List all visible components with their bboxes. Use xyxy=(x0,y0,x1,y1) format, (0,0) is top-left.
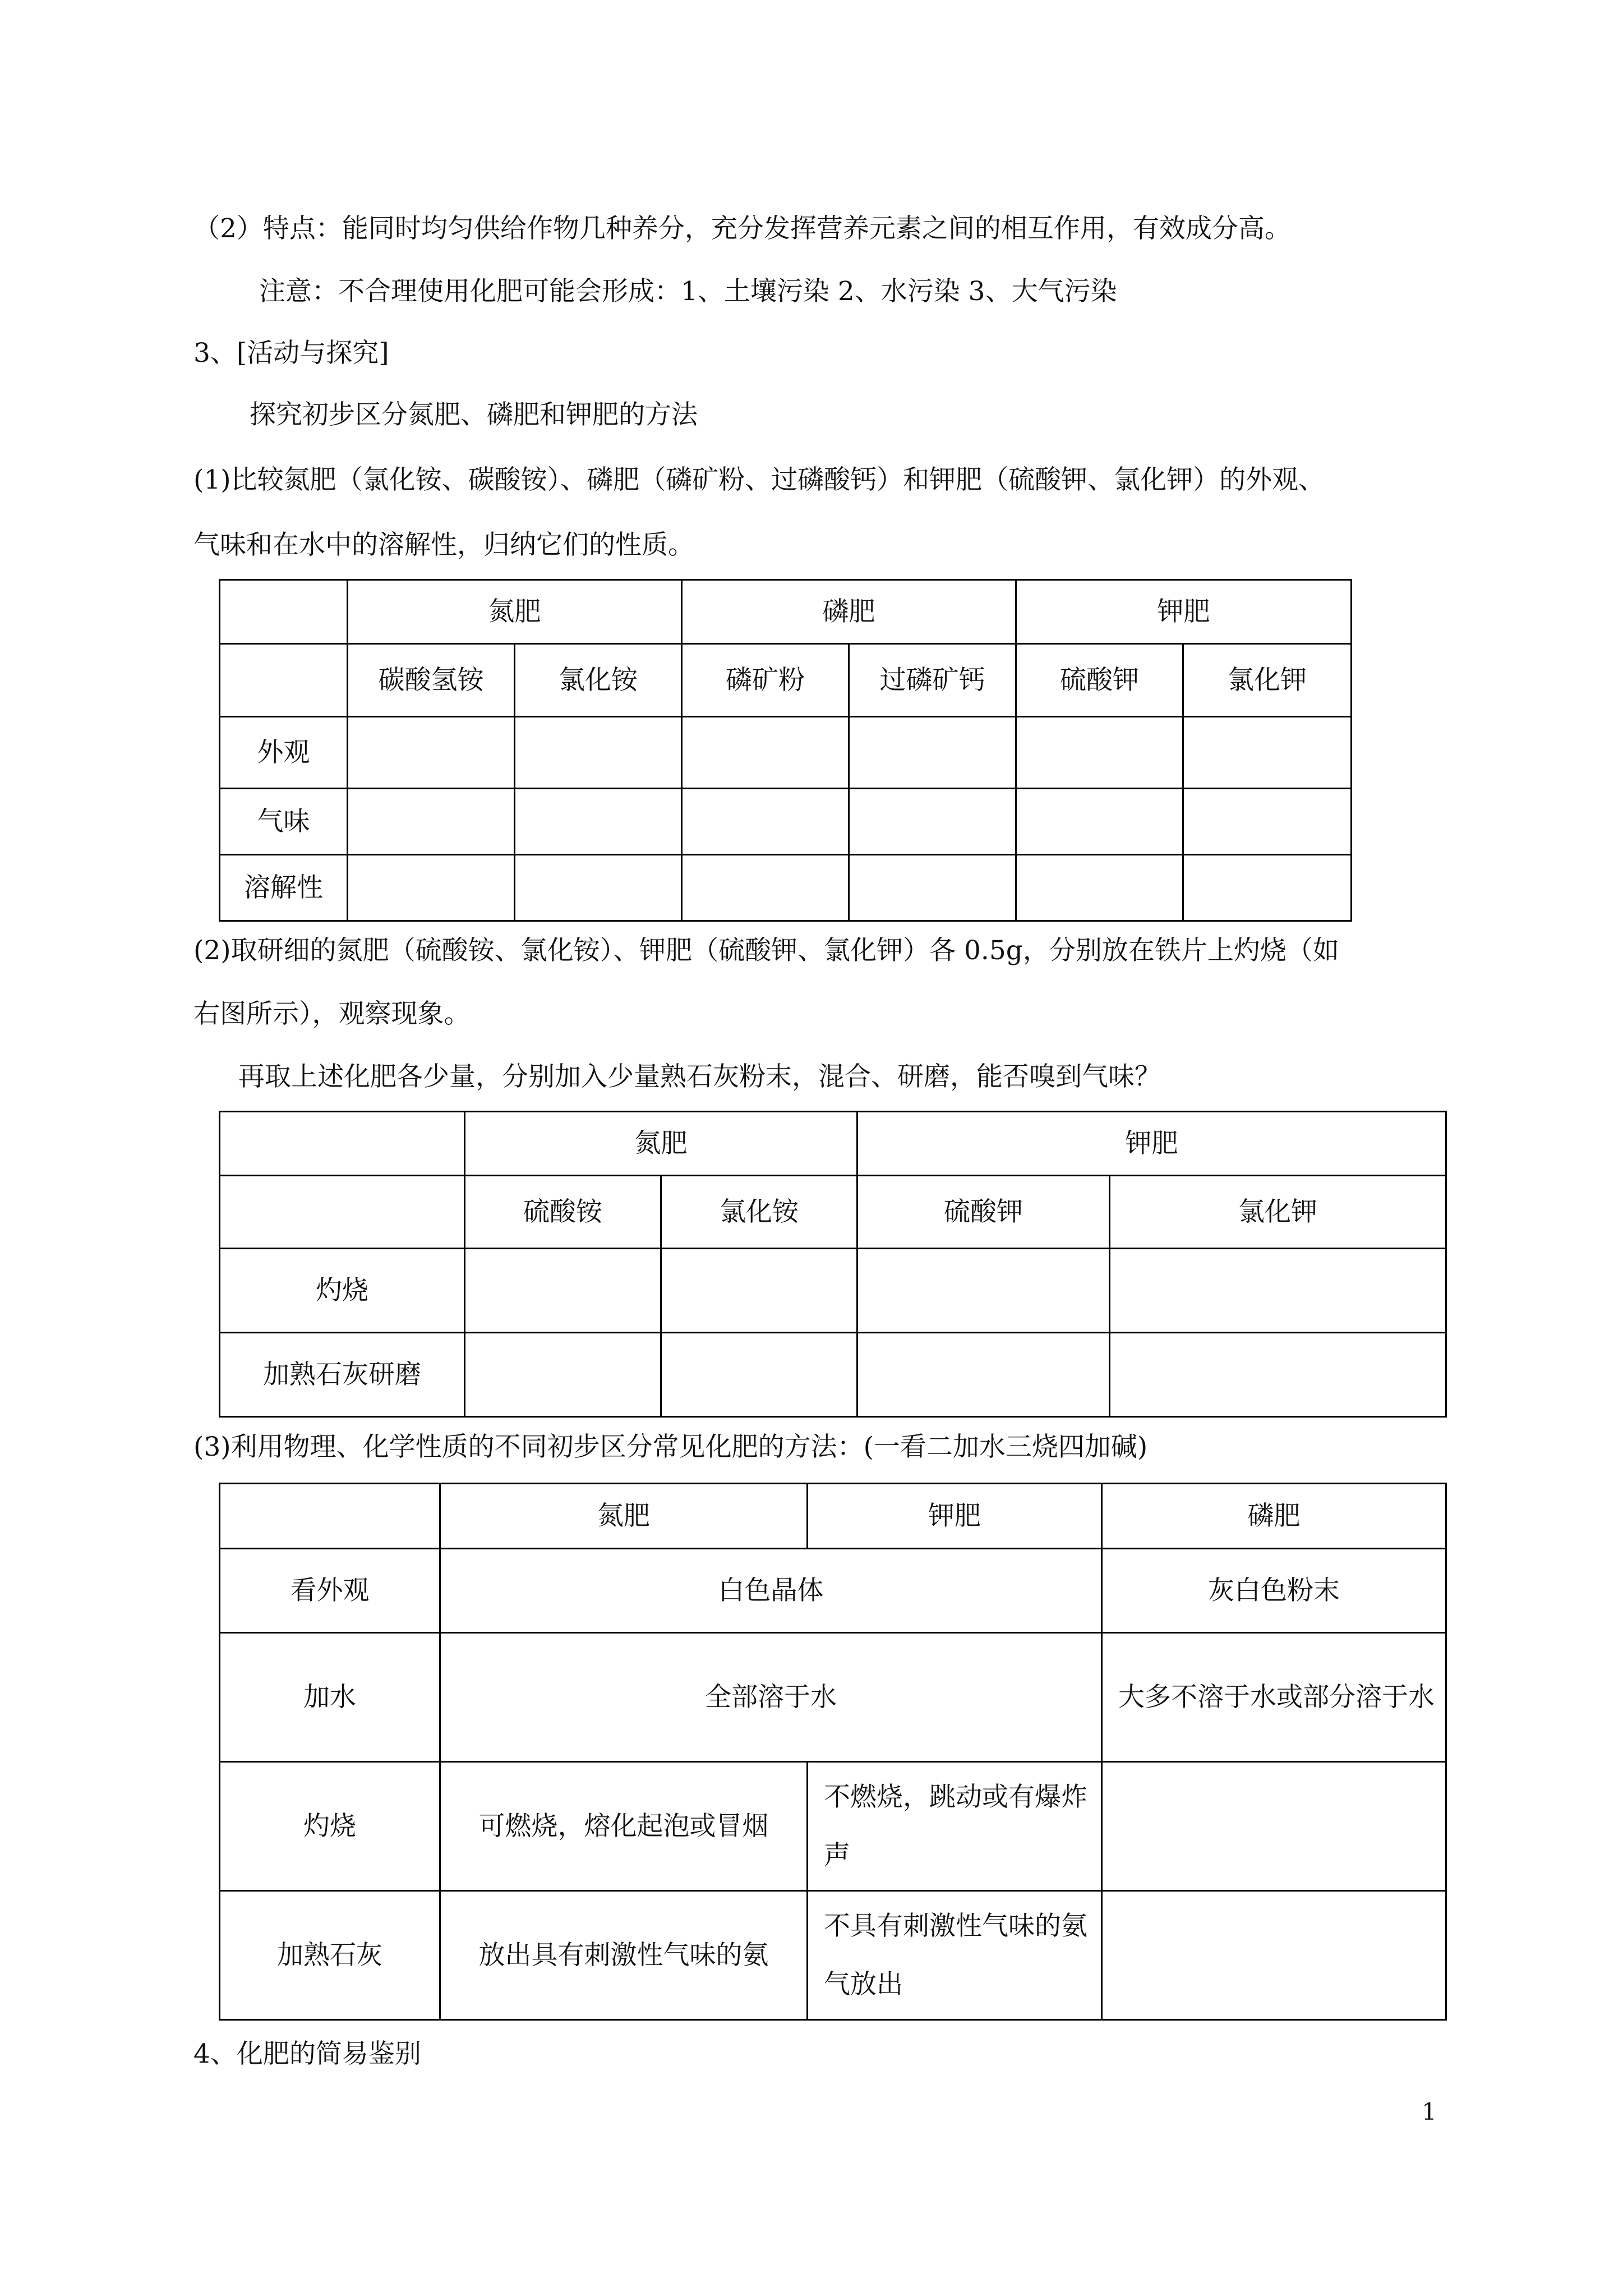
table1-cell xyxy=(348,855,515,921)
table1-cell xyxy=(682,789,849,855)
table2-group-nitrogen: 氮肥 xyxy=(465,1112,857,1176)
table3-water-p: 大多不溶于水或部分溶于水 xyxy=(1102,1633,1446,1762)
table1-item: 碳酸氢铵 xyxy=(348,644,515,717)
step-1-text-cont: 气味和在水中的溶解性，归纳它们的性质。 xyxy=(193,530,694,560)
table3-lime-k: 不具有刺激性气味的氨气放出 xyxy=(808,1891,1102,2020)
table3-row-label: 灼烧 xyxy=(220,1762,440,1891)
table2-cell xyxy=(465,1249,661,1333)
table1-cell xyxy=(1183,717,1352,789)
step-3-text: (3)利用物理、化学性质的不同初步区分常见化肥的方法：(一看二加水三烧四加碱) xyxy=(193,1432,1148,1462)
table2-cell xyxy=(661,1249,857,1333)
table3-header-phosphorus: 磷肥 xyxy=(1102,1484,1446,1549)
table2-row-label: 加熟石灰研磨 xyxy=(220,1333,465,1417)
table1-cell xyxy=(1016,855,1183,921)
section-4-heading: 4、化肥的简易鉴别 xyxy=(193,2039,421,2069)
table1-cell xyxy=(515,855,682,921)
table1-cell xyxy=(682,855,849,921)
table1-cell xyxy=(1183,789,1352,855)
table1-corner-cell xyxy=(220,580,348,644)
table2-item: 氯化钾 xyxy=(1110,1176,1446,1249)
table3-burn-n: 可燃烧，熔化起泡或冒烟 xyxy=(440,1762,808,1891)
table3-header-potassium: 钾肥 xyxy=(808,1484,1102,1549)
table1-row-label: 外观 xyxy=(220,717,348,789)
table1-row-label: 气味 xyxy=(220,789,348,855)
table2-cell xyxy=(1110,1249,1446,1333)
table3-row-label: 加熟石灰 xyxy=(220,1891,440,2020)
table1-row-label: 溶解性 xyxy=(220,855,348,921)
table1-item: 氯化钾 xyxy=(1183,644,1352,717)
table1-group-phosphorus: 磷肥 xyxy=(682,580,1016,644)
section-3-heading: 3、[活动与探究] xyxy=(193,338,389,369)
table1-cell xyxy=(849,855,1016,921)
identification-methods-table xyxy=(219,1483,1447,2021)
table3-burn-k: 不燃烧，跳动或有爆炸声 xyxy=(808,1762,1102,1891)
explore-title: 探究初步区分氮肥、磷肥和钾肥的方法 xyxy=(250,399,698,430)
table3-water-nk: 全部溶于水 xyxy=(440,1633,1102,1762)
table3-row-label: 看外观 xyxy=(220,1549,440,1633)
table3-lime-p xyxy=(1102,1891,1446,2020)
table1-cell xyxy=(1016,789,1183,855)
table1-cell xyxy=(849,717,1016,789)
table1-item: 氯化铵 xyxy=(515,644,682,717)
burning-test-table xyxy=(219,1111,1447,1418)
table2-item: 硫酸钾 xyxy=(857,1176,1110,1249)
table1-item: 过磷矿钙 xyxy=(849,644,1016,717)
note-text: 注意：不合理使用化肥可能会形成：1、土壤污染 2、水污染 3、大气污染 xyxy=(259,276,1117,307)
table2-row-label: 灼烧 xyxy=(220,1249,465,1333)
table1-cell xyxy=(348,717,515,789)
table1-item: 磷矿粉 xyxy=(682,644,849,717)
table3-lime-n: 放出具有刺激性气味的氨 xyxy=(440,1891,808,2020)
table1-cell xyxy=(682,717,849,789)
table2-item: 硫酸铵 xyxy=(465,1176,661,1249)
table3-header-nitrogen: 氮肥 xyxy=(440,1484,808,1549)
page-number: 1 xyxy=(1422,2098,1437,2125)
table1-cell xyxy=(849,789,1016,855)
step-2-text: (2)取研细的氮肥（硫酸铵、氯化铵）、钾肥（硫酸钾、氯化钾）各 0.5g，分别放在铁片上灼烧（如 xyxy=(193,935,1339,966)
table2-cell xyxy=(465,1333,661,1417)
table2-cell xyxy=(857,1249,1110,1333)
table3-row-label: 加水 xyxy=(220,1633,440,1762)
table2-item: 氯化铵 xyxy=(661,1176,857,1249)
table2-cell xyxy=(857,1333,1110,1417)
table1-blank-cell xyxy=(220,644,348,717)
table1-group-nitrogen: 氮肥 xyxy=(348,580,682,644)
table1-cell xyxy=(1016,717,1183,789)
table2-cell xyxy=(661,1333,857,1417)
table1-cell xyxy=(348,789,515,855)
step-1-text: (1)比较氮肥（氯化铵、碳酸铵）、磷肥（磷矿粉、过磷酸钙）和钾肥（硫酸钾、氯化钾）的外观、 xyxy=(193,464,1325,495)
step-2-followup-text: 再取上述化肥各少量，分别加入少量熟石灰粉末，混合、研磨，能否嗅到气味？ xyxy=(238,1061,1161,1092)
table2-group-potassium: 钾肥 xyxy=(857,1112,1446,1176)
table3-appearance-p: 灰白色粉末 xyxy=(1102,1549,1446,1633)
table2-blank-cell xyxy=(220,1176,465,1249)
feature-text: （2）特点：能同时均匀供给作物几种养分，充分发挥营养元素之间的相互作用，有效成分高。 xyxy=(193,213,1291,244)
table3-burn-p xyxy=(1102,1762,1446,1891)
table3-corner-cell xyxy=(220,1484,440,1549)
table2-corner-cell xyxy=(220,1112,465,1176)
table1-item: 硫酸钾 xyxy=(1016,644,1183,717)
table1-cell xyxy=(515,717,682,789)
fertilizer-properties-table xyxy=(219,579,1352,922)
table2-cell xyxy=(1110,1333,1446,1417)
table3-appearance-nk: 白色晶体 xyxy=(440,1549,1102,1633)
table1-cell xyxy=(1183,855,1352,921)
table1-cell xyxy=(515,789,682,855)
step-2-text-cont: 右图所示），观察现象。 xyxy=(193,999,471,1029)
table1-group-potassium: 钾肥 xyxy=(1016,580,1352,644)
